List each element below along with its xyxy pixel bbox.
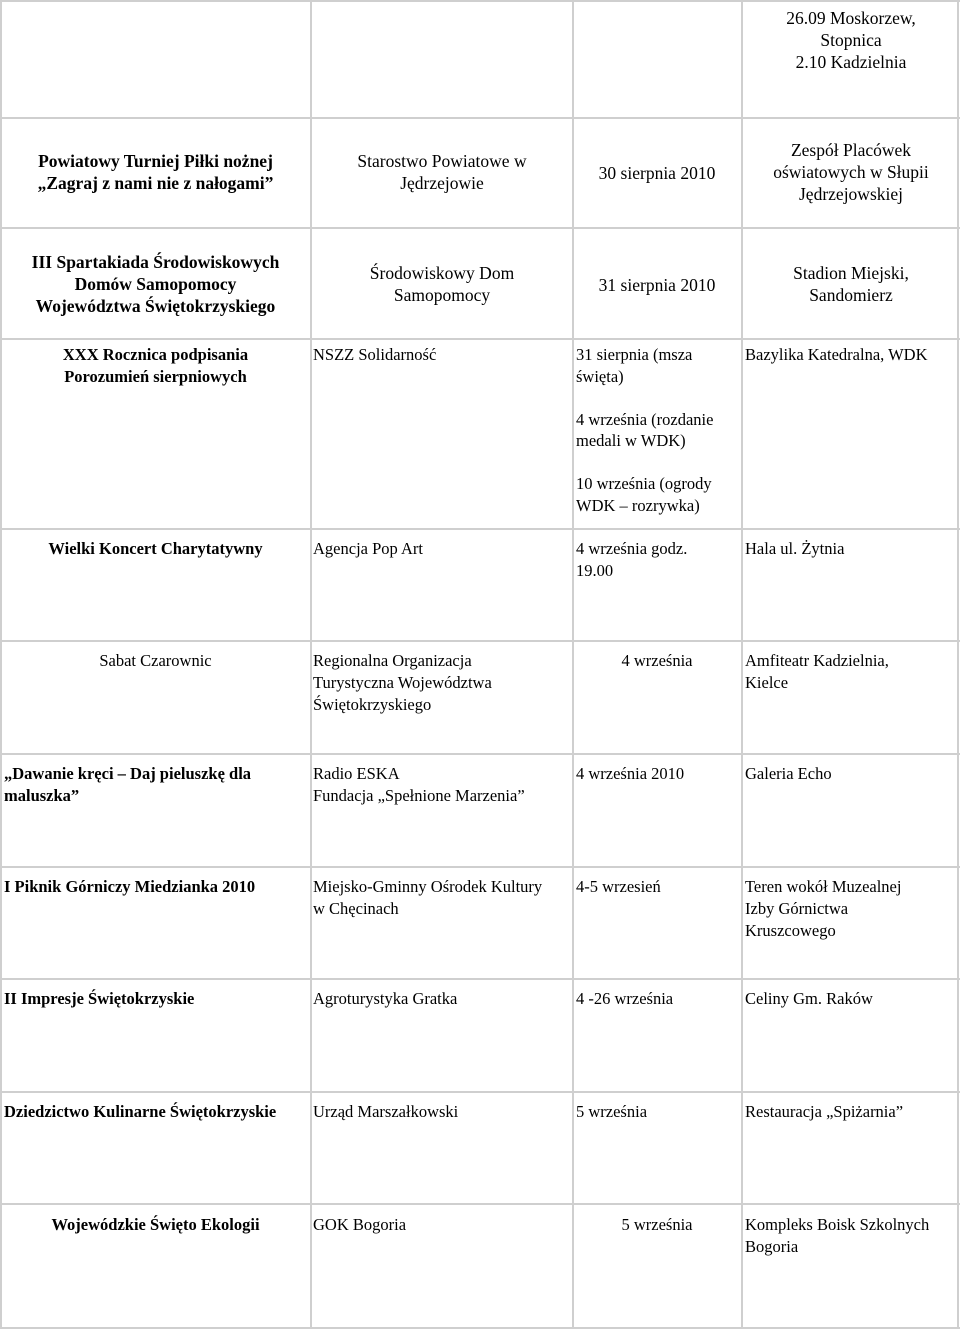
- table-cell-place: [745, 7, 957, 73]
- table-cell-event: [4, 344, 307, 388]
- table-cell-date: [576, 162, 738, 184]
- grid-line: [0, 866, 960, 868]
- grid-line: [0, 640, 960, 642]
- cell-line: Agroturystyka Gratka: [313, 989, 458, 1008]
- cell-line: Powiatowy Turniej Piłki nożnej: [38, 151, 273, 171]
- cell-line: Świętokrzyskiego: [313, 695, 432, 714]
- cell-line: święta): [576, 366, 624, 386]
- cell-line: II Impresje Świętokrzyskie: [4, 989, 195, 1008]
- grid-line: [0, 227, 960, 229]
- cell-line: Galeria Echo: [745, 764, 832, 783]
- cell-line: [576, 387, 738, 409]
- cell-line: 4 września 2010: [576, 764, 685, 783]
- cell-line: „Dawanie kręci – Daj pieluszkę dla: [4, 764, 252, 783]
- table-cell-date: [576, 1214, 738, 1236]
- cell-line: maluszka”: [4, 786, 80, 805]
- cell-line: 4 -26 września: [576, 989, 674, 1008]
- cell-line: Porozumień sierpniowych: [64, 367, 247, 386]
- cell-line: Turystyczna Województwa: [313, 673, 492, 692]
- cell-line: 5 września: [621, 1215, 693, 1234]
- table-cell-event: [4, 650, 307, 672]
- grid-line: [0, 753, 960, 755]
- table-cell-place: [745, 876, 957, 942]
- cell-line: 26.09 Moskorzew,: [786, 8, 916, 28]
- cell-line: w Chęcinach: [313, 899, 399, 918]
- cell-line: Agencja Pop Art: [313, 539, 423, 558]
- table-cell-organizer: [313, 1214, 571, 1236]
- cell-line: 5 września: [576, 1102, 648, 1121]
- grid-line: [741, 0, 743, 1329]
- table-cell-date: [576, 876, 738, 898]
- cell-line: Hala ul. Żytnia: [745, 539, 845, 558]
- table-cell-place: [745, 650, 957, 694]
- table-cell-date: [576, 988, 738, 1010]
- table-cell-event: [4, 763, 310, 807]
- grid-line: [0, 117, 960, 119]
- cell-line: Radio ESKA: [313, 764, 400, 783]
- cell-line: Zespół Placówek: [790, 140, 912, 160]
- table-cell-organizer: [313, 262, 571, 306]
- table-cell-place: [745, 1101, 957, 1123]
- cell-line: 19.00: [576, 561, 614, 580]
- grid-line: [0, 0, 2, 1329]
- cell-line: Bazylika Katedralna, WDK: [745, 345, 928, 364]
- cell-line: Amfiteatr Kadzielnia,: [745, 651, 889, 670]
- cell-line: Stadion Miejski,: [793, 263, 909, 283]
- table-cell-event: [4, 251, 307, 317]
- cell-line: [576, 452, 738, 474]
- cell-line: Wojewódzkie Święto Ekologii: [51, 1215, 260, 1234]
- cell-line: 31 sierpnia 2010: [598, 275, 716, 295]
- table-cell-organizer: [313, 344, 571, 366]
- grid-line: [0, 978, 960, 980]
- cell-line: Sandomierz: [809, 285, 893, 305]
- cell-line: Miejsko-Gminny Ośrodek Kultury: [313, 877, 543, 896]
- cell-line: Teren wokół Muzealnej: [745, 877, 902, 896]
- cell-line: oświatowych w Słupii: [773, 162, 929, 182]
- cell-line: GOK Bogoria: [313, 1215, 407, 1234]
- cell-line: WDK – rozrywka): [576, 495, 700, 515]
- cell-line: 4 września (rozdanie: [576, 409, 714, 429]
- cell-line: 2.10 Kadzielnia: [795, 52, 907, 72]
- table-cell-place: [745, 344, 957, 366]
- table-cell-place: [745, 262, 957, 306]
- cell-line: Województwa Świętokrzyskiego: [35, 296, 276, 316]
- cell-line: Urząd Marszałkowski: [313, 1102, 459, 1121]
- table-cell-organizer: [313, 1101, 571, 1123]
- table-cell-organizer: [313, 876, 575, 920]
- cell-line: Bogoria: [745, 1237, 799, 1256]
- cell-line: 4-5 wrzesień: [576, 877, 661, 896]
- cell-line: Kruszcowego: [745, 921, 836, 940]
- grid-line: [310, 0, 312, 1329]
- cell-line: Domów Samopomocy: [74, 274, 237, 294]
- grid-line: [0, 528, 960, 530]
- cell-line: Regionalna Organizacja: [313, 651, 472, 670]
- table-cell-place: [745, 763, 957, 785]
- cell-line: Środowiskowy Dom: [369, 263, 515, 283]
- cell-line: Restauracja „Spiżarnia”: [745, 1102, 904, 1121]
- cell-line: Dziedzictwo Kulinarne Świętokrzyskie: [4, 1102, 277, 1121]
- cell-line: Sabat Czarownic: [99, 651, 212, 670]
- cell-line: Stopnica: [820, 30, 882, 50]
- table-cell-place: [745, 538, 957, 560]
- cell-line: XXX Rocznica podpisania: [62, 345, 249, 364]
- grid-line: [0, 1203, 960, 1205]
- table-cell-event: [4, 1214, 307, 1236]
- cell-line: 30 sierpnia 2010: [598, 163, 716, 183]
- table-cell-organizer: [313, 150, 571, 194]
- cell-line: „Zagraj z nami nie z nałogami”: [37, 173, 274, 193]
- cell-line: Celiny Gm. Raków: [745, 989, 873, 1008]
- table-cell-event: [4, 1101, 310, 1123]
- table-cell-date: [576, 650, 738, 672]
- table-cell-place: [745, 1214, 957, 1258]
- table-cell-event: [4, 988, 310, 1010]
- cell-line: Jędrzejowie: [400, 173, 484, 193]
- cell-line: I Piknik Górniczy Miedzianka 2010: [4, 877, 256, 896]
- grid-line: [0, 0, 960, 2]
- grid-line: [957, 0, 959, 1329]
- cell-line: Fundacja „Spełnione Marzenia”: [313, 786, 525, 805]
- cell-line: 31 sierpnia (msza: [576, 345, 693, 364]
- table-cell-event: [4, 876, 310, 898]
- grid-line: [0, 338, 960, 340]
- table-cell-organizer: [313, 538, 571, 560]
- grid-line: [0, 1091, 960, 1093]
- table-cell-organizer: [313, 988, 571, 1010]
- table-cell-organizer: [313, 650, 571, 716]
- cell-line: Kielce: [745, 673, 789, 692]
- grid-line: [572, 0, 574, 1329]
- table-cell-organizer: [313, 763, 571, 807]
- cell-line: Izby Górnictwa: [745, 899, 849, 918]
- table-cell-place: [745, 988, 957, 1010]
- table-cell-event: [4, 538, 307, 560]
- table-cell-date: [576, 274, 738, 296]
- cell-line: Wielki Koncert Charytatywny: [48, 539, 263, 558]
- cell-line: 4 września: [621, 651, 693, 670]
- cell-line: NSZZ Solidarność: [313, 345, 437, 364]
- table-cell-place: [745, 139, 957, 205]
- cell-line: III Spartakiada Środowiskowych: [31, 252, 280, 272]
- table-cell-date: [576, 538, 738, 582]
- cell-line: Samopomocy: [393, 285, 491, 305]
- table-cell-event: [4, 150, 307, 194]
- table-cell-date: [576, 344, 738, 516]
- table-cell-date: [576, 1101, 738, 1123]
- cell-line: 10 września (ogrody: [576, 474, 712, 493]
- cell-line: 4 września godz.: [576, 539, 688, 558]
- cell-line: Jędrzejowskiej: [799, 184, 903, 204]
- table-cell-date: [576, 763, 738, 785]
- cell-line: Starostwo Powiatowe w: [357, 151, 527, 171]
- cell-line: medali w WDK): [576, 431, 686, 450]
- cell-line: Kompleks Boisk Szkolnych: [745, 1215, 930, 1234]
